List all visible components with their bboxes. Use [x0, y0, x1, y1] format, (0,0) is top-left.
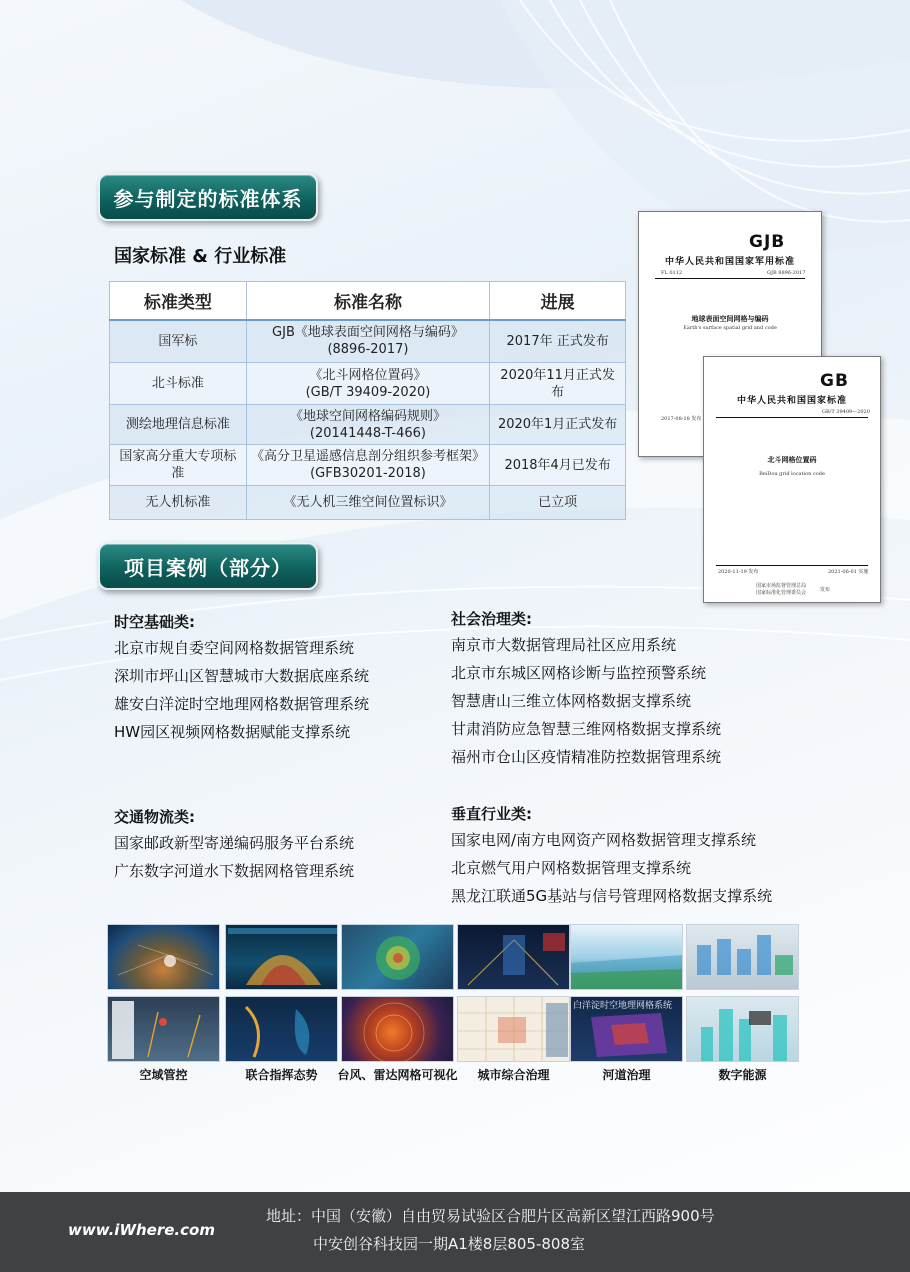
- category-social-list: [451, 631, 721, 771]
- gjb-title: 地球表面空间网格与编码: [691, 314, 769, 323]
- website-link[interactable]: www.iWhere.com: [68, 1221, 215, 1239]
- gb-issue: 发布: [820, 587, 831, 593]
- thumbnail-river-2: [570, 996, 683, 1062]
- caption-command: 联合指挥态势: [245, 1068, 318, 1082]
- gjb-divider: [655, 278, 805, 279]
- list-item: 北京市规自委空间网格数据管理系统: [114, 639, 355, 657]
- list-item: 南京市大数据管理局社区应用系统: [451, 636, 677, 654]
- thumbnail-command-1: [225, 924, 338, 990]
- caption-city: 城市综合治理: [477, 1068, 550, 1082]
- thumbnail-radar-2: [341, 996, 454, 1062]
- gjb-subtitle: Earth's surface spatial grid and code: [683, 325, 777, 331]
- thumbnail-river-2-label: 白洋淀时空地理网格系统: [573, 1001, 673, 1011]
- gjb-date: 2017-08-18 发布: [661, 416, 702, 422]
- name-line1: 《地球空间网格编码规则》: [289, 408, 446, 424]
- cell-progress: 2020年11月正式发布: [490, 363, 626, 405]
- table-row: [110, 445, 626, 486]
- gjb-logo: GJB: [749, 232, 786, 252]
- gb-logo: GB: [820, 371, 849, 391]
- cell-progress: 2018年4月已发布: [490, 445, 626, 486]
- thumbnail-energy-2: [686, 996, 799, 1062]
- header-type: 标准类型: [110, 282, 247, 320]
- list-item: 黑龙江联通5G基站与信号管理网格数据支撑系统: [451, 887, 773, 905]
- category-social-title: 社会治理类:: [451, 610, 532, 628]
- gb-subtitle: BeiDou grid location code: [759, 471, 825, 477]
- list-item: 福州市仓山区疫情精准防控数据管理系统: [451, 748, 722, 766]
- name-line1: 《高分卫星遥感信息剖分组织参考框架》: [250, 449, 485, 464]
- thumbnail-city-1: [457, 924, 570, 990]
- name-line1: GJB《地球表面空间网格与编码》: [272, 325, 464, 341]
- cell-type: 北斗标准: [110, 363, 247, 405]
- gb-document-cover: [703, 356, 881, 603]
- category-transport-list: [114, 829, 354, 885]
- caption-airspace: 空域管控: [139, 1068, 188, 1082]
- name-line2: (GB/T 39409-2020): [305, 384, 431, 400]
- cell-progress: 2020年1月正式发布: [490, 405, 626, 445]
- gb-title: 北斗网格位置码: [767, 455, 817, 464]
- caption-energy: 数字能源: [718, 1068, 767, 1082]
- gb-divider-bottom: [716, 565, 868, 566]
- table-row: [110, 486, 626, 520]
- standards-subtitle: 国家标准 & 行业标准: [114, 246, 287, 267]
- gjb-header: 中华人民共和国国家军用标准: [664, 257, 795, 267]
- name-line2: (GFB30201-2018): [310, 466, 426, 481]
- gb-divider: [716, 417, 868, 418]
- cell-progress: 2017年 正式发布: [490, 320, 626, 363]
- gb-header: 中华人民共和国国家标准: [736, 396, 847, 406]
- cell-name: 《无人机三维空间位置标识》: [246, 486, 490, 520]
- thumbnail-airspace-1-art: [108, 925, 220, 990]
- list-item: 雄安白洋淀时空地理网格数据管理系统: [114, 695, 370, 713]
- list-item: 深圳市坪山区智慧城市大数据底座系统: [114, 667, 370, 685]
- header-progress: 进展: [490, 282, 626, 320]
- thumbnail-radar-2-art: [342, 997, 454, 1062]
- category-vertical-list: [451, 826, 772, 910]
- thumbnail-command-1-art: [226, 925, 338, 990]
- name-line2: (20141448-T-466): [309, 425, 426, 441]
- list-item: 甘肃消防应急智慧三维网格数据支撑系统: [451, 720, 722, 738]
- thumbnail-energy-1-art: [687, 925, 799, 990]
- cell-name: [246, 405, 490, 445]
- thumbnail-airspace-1: [107, 924, 220, 990]
- name-line2: (8896-2017): [327, 342, 409, 358]
- cases-section-title-text: 项目案例（部分）: [124, 555, 292, 580]
- address-line-1: 地址：中国（安徽）自由贸易试验区合肥片区高新区望江西路900号: [266, 1207, 715, 1225]
- thumbnail-river-1: [570, 924, 683, 990]
- standards-section-title-text: 参与制定的标准体系: [113, 186, 303, 211]
- name-line1: 《北斗网格位置码》: [309, 367, 427, 383]
- standards-table: [109, 281, 626, 520]
- list-item: 北京市东城区网格诊断与监控预警系统: [451, 664, 707, 682]
- table-header-row: [110, 282, 626, 320]
- table-row: [110, 363, 626, 405]
- thumbnail-energy-2-art: [687, 997, 799, 1062]
- standards-section-title: [98, 173, 318, 221]
- thumbnail-typhoon-1-art: [342, 925, 454, 990]
- list-item: 国家邮政新型寄递编码服务平台系统: [114, 834, 355, 852]
- cell-progress: 已立项: [490, 486, 626, 520]
- category-spatial-list: [114, 634, 369, 746]
- footer: [0, 1192, 910, 1272]
- caption-river: 河道治理: [602, 1068, 651, 1082]
- gjb-code-right: GJB 8896-2017: [767, 270, 806, 276]
- gb-code-right: GB/T 39409—2020: [822, 409, 870, 415]
- category-vertical-title: 垂直行业类:: [451, 805, 532, 823]
- cell-type: 国家高分重大专项标准: [110, 445, 247, 486]
- thumbnail-city-2: [457, 996, 570, 1062]
- thumbnail-airspace-2-art: [108, 997, 220, 1062]
- table-row: [110, 405, 626, 445]
- list-item: 北京燃气用户网格数据管理支撑系统: [451, 859, 692, 877]
- address-line-2: 中安创谷科技园一期A1楼8层805-808室: [313, 1235, 586, 1253]
- caption-typhoon-radar: 台风、雷达网格可视化: [337, 1068, 458, 1082]
- cell-type: 国军标: [110, 320, 247, 363]
- header-name: 标准名称: [246, 282, 490, 320]
- thumbnail-city-2-art: [458, 997, 570, 1062]
- category-transport-title: 交通物流类:: [114, 808, 195, 826]
- gb-issuer-1: 国家市场监督管理总局: [756, 583, 807, 589]
- gb-date-left: 2020-11-19 发布: [718, 569, 759, 575]
- table-row: [110, 320, 626, 363]
- gjb-code-left: FL 0112: [661, 270, 683, 276]
- cell-name: [246, 363, 490, 405]
- list-item: 广东数字河道水下数据网格管理系统: [114, 862, 355, 880]
- list-item: HW园区视频网格数据赋能支撑系统: [114, 723, 351, 741]
- list-item: 智慧唐山三维立体网格数据支撑系统: [451, 692, 692, 710]
- thumbnail-energy-1: [686, 924, 799, 990]
- thumbnail-typhoon-1: [341, 924, 454, 990]
- thumbnail-command-2: [225, 996, 338, 1062]
- thumbnail-city-1-art: [458, 925, 570, 990]
- thumbnail-river-1-art: [571, 925, 683, 990]
- thumbnail-command-2-art: [226, 997, 338, 1062]
- list-item: 国家电网/南方电网资产网格数据管理支撑系统: [451, 831, 757, 849]
- cell-name: [246, 445, 490, 486]
- gb-issuer-2: 国家标准化管理委员会: [756, 590, 807, 596]
- cell-type: 测绘地理信息标准: [110, 405, 247, 445]
- category-spatial-title: 时空基础类:: [114, 613, 195, 631]
- thumbnail-airspace-2: [107, 996, 220, 1062]
- cell-name: [246, 320, 490, 363]
- gb-date-right: 2021-06-01 实施: [828, 569, 869, 575]
- cases-section-title: [98, 542, 318, 590]
- cell-type: 无人机标准: [110, 486, 247, 520]
